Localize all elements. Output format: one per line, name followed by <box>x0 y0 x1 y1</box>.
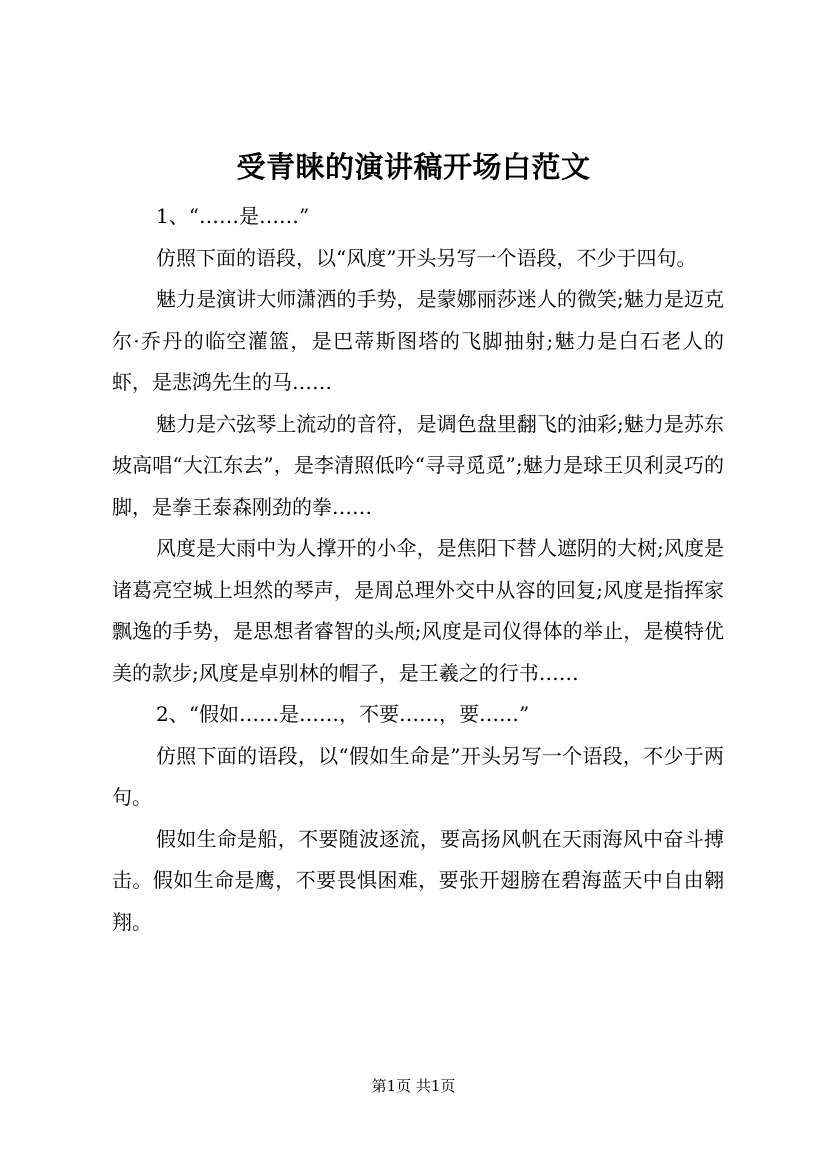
paragraph-1-heading: 1、“……是……” <box>156 204 310 228</box>
paragraph-3-example: 魅力是演讲大师潇洒的手势，是蒙娜丽莎迷人的微笑;魅力是迈克尔·乔丹的临空灌篮，是巴蒂斯图塔的飞脚抽射;魅力是白石老人的虾，是悲鸿先生的马…… <box>112 287 724 394</box>
paragraph-5-answer: 风度是大雨中为人撑开的小伞，是焦阳下替人遮阴的大树;风度是诸葛亮空城上坦然的琴声，是周总理外交中从容的回复;风度是指挥家飘逸的手势，是思想者睿智的头颅;风度是司仪得体的举止，是模特优美的款步;风度是卓别林的帽子，是王羲之的行书…… <box>112 536 724 685</box>
paragraph-4-example: 魅力是六弦琴上流动的音符，是调色盘里翻飞的油彩;魅力是苏东坡高唱“大江东去”，是李清照低吟“寻寻觅觅”;魅力是球王贝利灵巧的脚，是拳王泰森刚劲的拳…… <box>112 411 724 519</box>
document-body <box>112 196 724 943</box>
paragraph-6-heading: 2、“假如……是……，不要……，要……” <box>156 702 530 726</box>
paragraph-2-instruction: 仿照下面的语段，以“风度”开头另写一个语段，不少于四句。 <box>156 245 697 270</box>
paragraph-7-instruction: 仿照下面的语段，以“假如生命是”开头另写一个语段，不少于两句。 <box>112 743 724 809</box>
page-footer: 第1页 共1页 <box>371 1077 456 1095</box>
paragraph-8-example: 假如生命是船，不要随波逐流，要高扬风帆在天雨海风中奋斗搏击。假如生命是鹰，不要畏惧困难，要张开翅膀在碧海蓝天中自由翱翔。 <box>112 826 724 934</box>
document-title: 受青睐的演讲稿开场白范文 <box>236 150 591 184</box>
